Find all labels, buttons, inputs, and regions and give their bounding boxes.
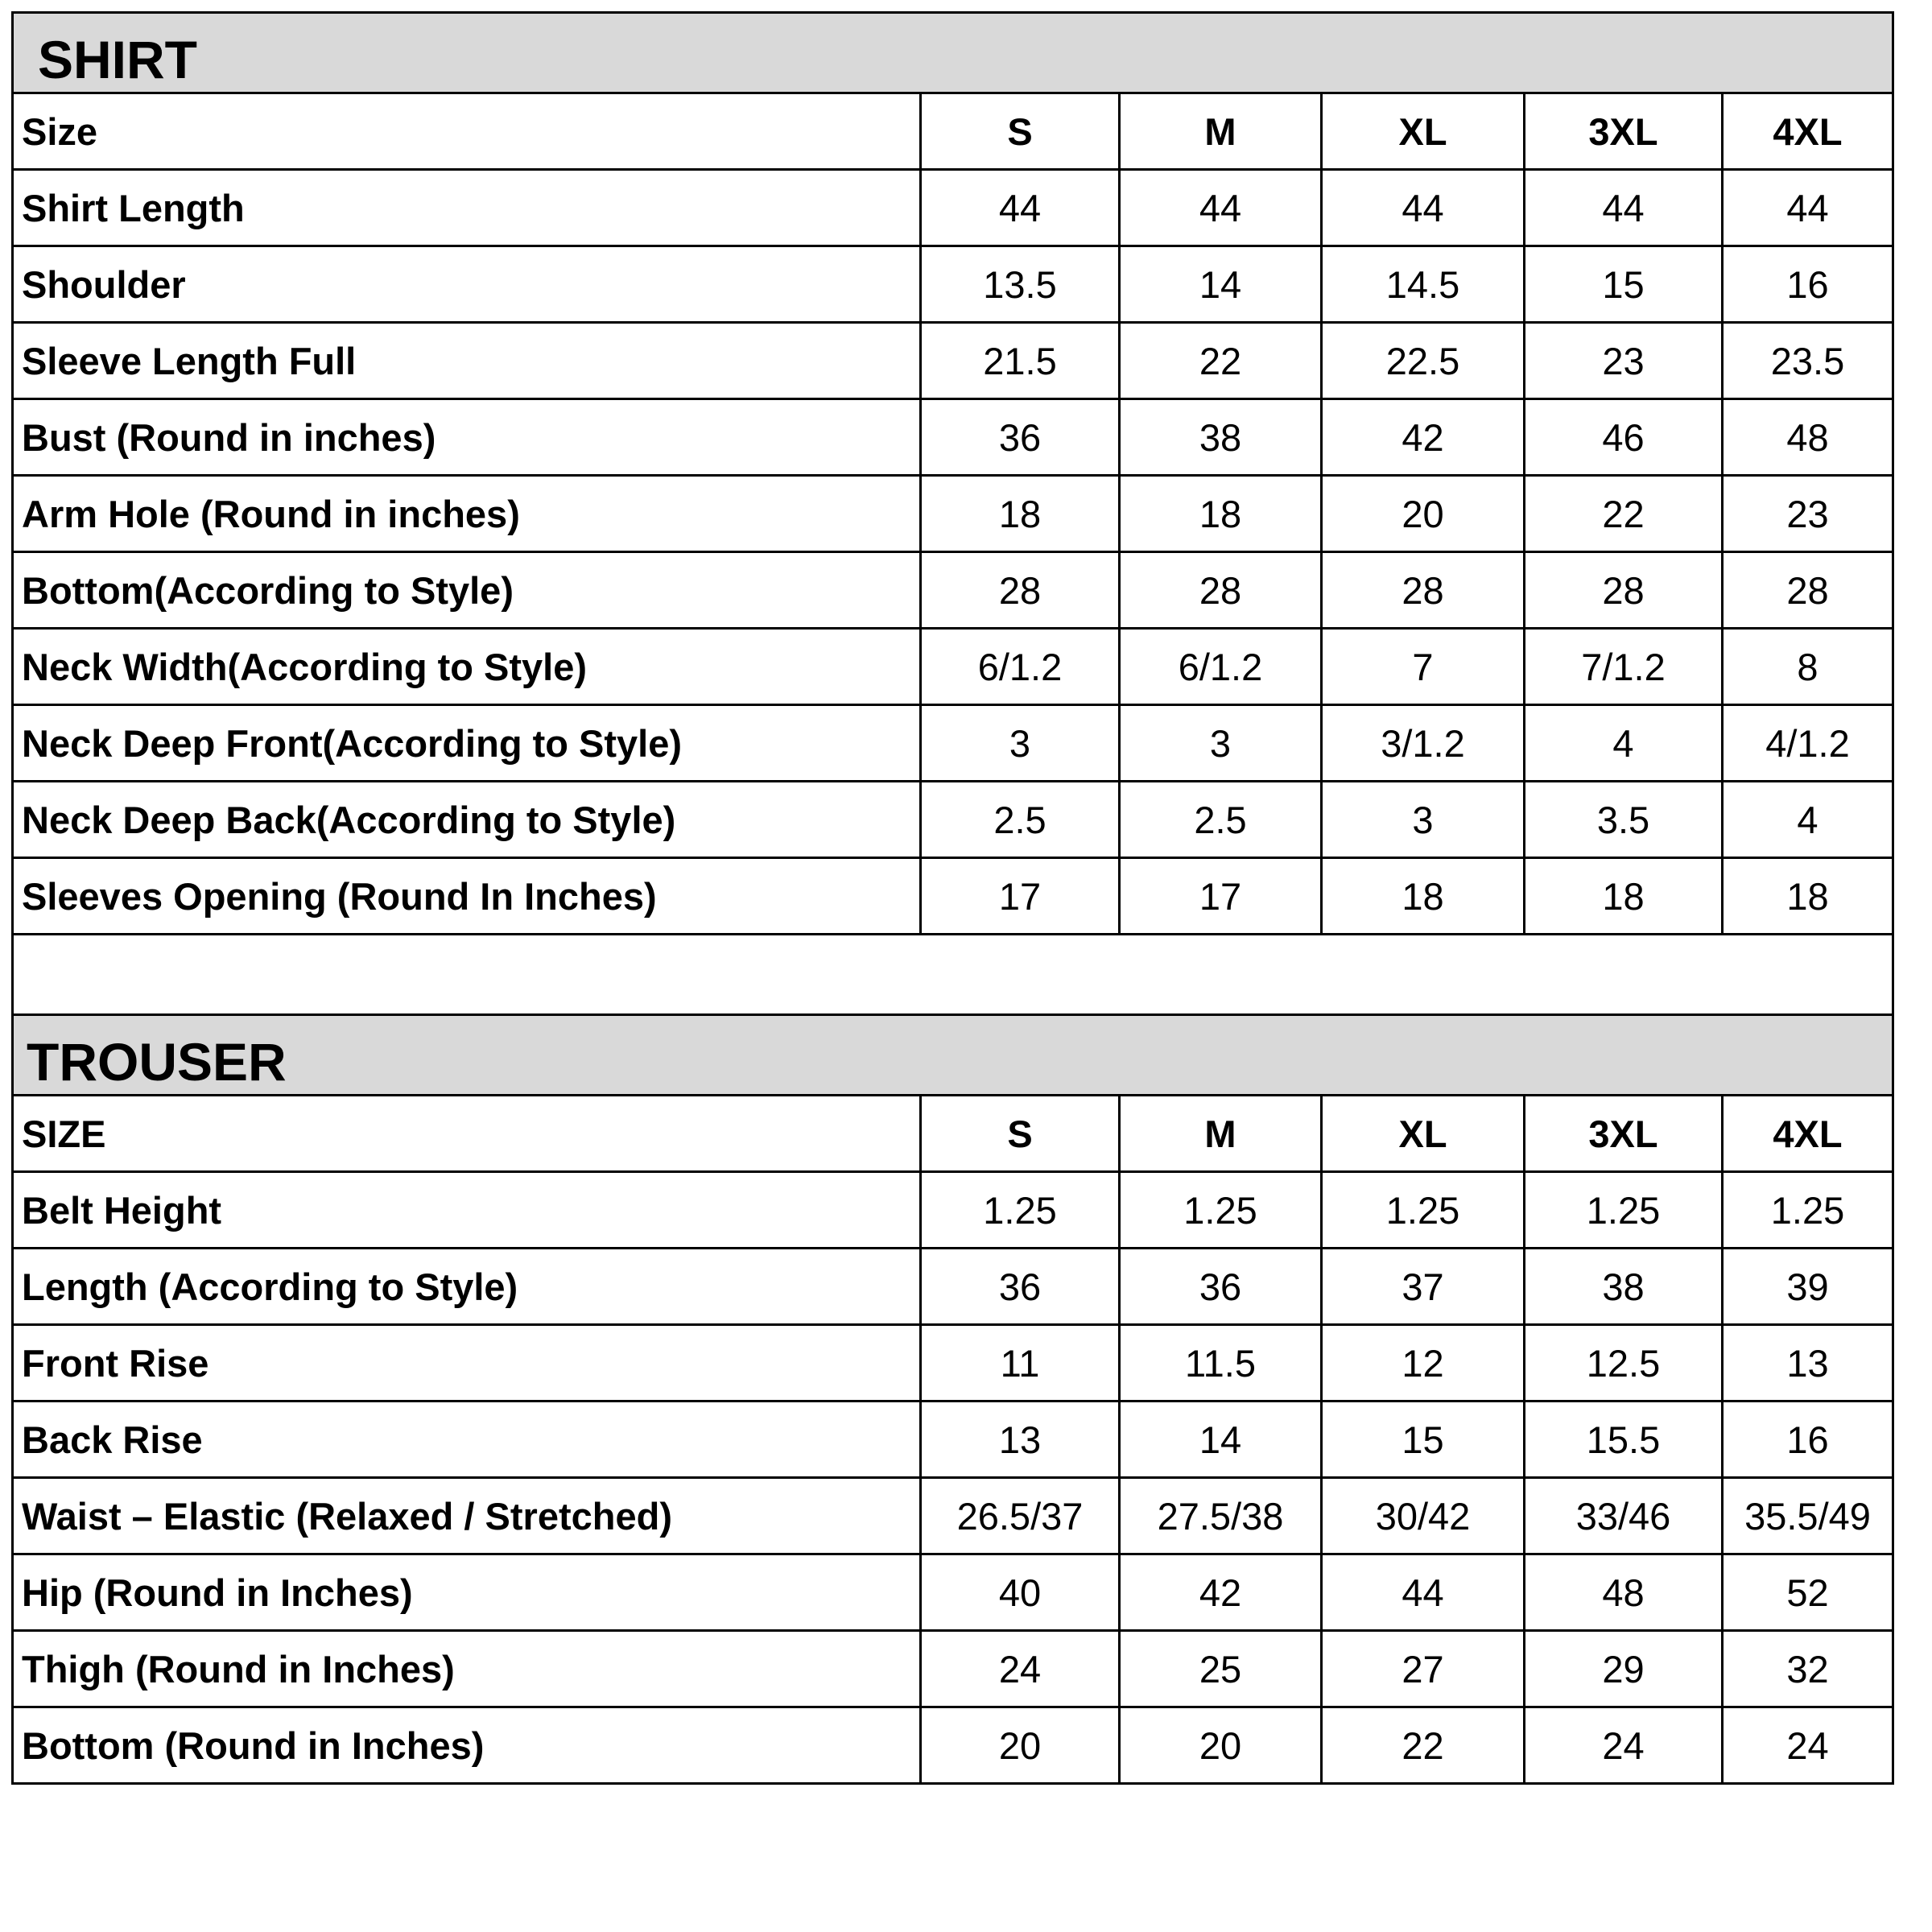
trouser-section-title-row bbox=[13, 1015, 1893, 1096]
table-row bbox=[13, 1478, 1893, 1554]
shirt-measurement-value: 6/1.2 bbox=[1120, 629, 1322, 705]
shirt-measurement-value: 28 bbox=[921, 552, 1120, 629]
trouser-measurement-value: 36 bbox=[921, 1249, 1120, 1325]
shirt-header-row bbox=[13, 93, 1893, 170]
trouser-measurement-value: 32 bbox=[1723, 1631, 1893, 1707]
table-row bbox=[13, 476, 1893, 552]
shirt-measurement-value: 2.5 bbox=[921, 782, 1120, 858]
trouser-measurement-value: 24 bbox=[1525, 1707, 1723, 1784]
shirt-measurement-value: 18 bbox=[1525, 858, 1723, 935]
shirt-measurement-value: 44 bbox=[1723, 170, 1893, 246]
table-row bbox=[13, 552, 1893, 629]
shirt-measurement-value: 22.5 bbox=[1322, 323, 1525, 399]
trouser-measurement-label: Front Rise bbox=[13, 1325, 921, 1402]
table-row bbox=[13, 1402, 1893, 1478]
trouser-size-header: 3XL bbox=[1525, 1096, 1723, 1172]
trouser-measurement-value: 30/42 bbox=[1322, 1478, 1525, 1554]
shirt-measurement-value: 3.5 bbox=[1525, 782, 1723, 858]
section-spacer-row bbox=[13, 935, 1893, 1015]
table-row bbox=[13, 1554, 1893, 1631]
shirt-measurement-value: 7/1.2 bbox=[1525, 629, 1723, 705]
shirt-measurement-value: 15 bbox=[1525, 246, 1723, 323]
shirt-measurement-value: 23 bbox=[1723, 476, 1893, 552]
trouser-measurement-value: 1.25 bbox=[921, 1172, 1120, 1249]
shirt-measurement-label: Neck Width(According to Style) bbox=[13, 629, 921, 705]
shirt-measurement-label: Sleeves Opening (Round In Inches) bbox=[13, 858, 921, 935]
shirt-measurement-value: 28 bbox=[1322, 552, 1525, 629]
shirt-measurement-value: 18 bbox=[1322, 858, 1525, 935]
shirt-measurement-value: 44 bbox=[1525, 170, 1723, 246]
section-spacer bbox=[13, 935, 1893, 1015]
size-chart-table bbox=[11, 11, 1894, 1785]
trouser-measurement-value: 12.5 bbox=[1525, 1325, 1723, 1402]
shirt-size-header: S bbox=[921, 93, 1120, 170]
shirt-measurement-label: Bottom(According to Style) bbox=[13, 552, 921, 629]
trouser-measurement-value: 1.25 bbox=[1120, 1172, 1322, 1249]
shirt-measurement-value: 6/1.2 bbox=[921, 629, 1120, 705]
shirt-measurement-value: 4/1.2 bbox=[1723, 705, 1893, 782]
trouser-measurement-value: 44 bbox=[1322, 1554, 1525, 1631]
trouser-measurement-value: 20 bbox=[1120, 1707, 1322, 1784]
shirt-measurement-value: 28 bbox=[1525, 552, 1723, 629]
shirt-section-title: SHIRT bbox=[13, 13, 1893, 93]
shirt-measurement-value: 2.5 bbox=[1120, 782, 1322, 858]
shirt-measurement-value: 13.5 bbox=[921, 246, 1120, 323]
shirt-measurement-value: 18 bbox=[1723, 858, 1893, 935]
shirt-measurement-label: Neck Deep Front(According to Style) bbox=[13, 705, 921, 782]
size-chart-sheet bbox=[11, 11, 1892, 1785]
trouser-size-header: 4XL bbox=[1723, 1096, 1893, 1172]
table-row bbox=[13, 629, 1893, 705]
trouser-measurement-value: 29 bbox=[1525, 1631, 1723, 1707]
shirt-measurement-value: 4 bbox=[1525, 705, 1723, 782]
shirt-measurement-value: 22 bbox=[1525, 476, 1723, 552]
table-row bbox=[13, 705, 1893, 782]
trouser-measurement-value: 33/46 bbox=[1525, 1478, 1723, 1554]
shirt-measurement-value: 48 bbox=[1723, 399, 1893, 476]
shirt-size-header: 3XL bbox=[1525, 93, 1723, 170]
shirt-size-header: M bbox=[1120, 93, 1322, 170]
shirt-measurement-value: 17 bbox=[921, 858, 1120, 935]
trouser-measurement-value: 38 bbox=[1525, 1249, 1723, 1325]
shirt-measurement-value: 28 bbox=[1723, 552, 1893, 629]
shirt-measurement-value: 44 bbox=[921, 170, 1120, 246]
shirt-measurement-value: 36 bbox=[921, 399, 1120, 476]
trouser-measurement-value: 1.25 bbox=[1525, 1172, 1723, 1249]
shirt-size-header: XL bbox=[1322, 93, 1525, 170]
trouser-measurement-value: 15 bbox=[1322, 1402, 1525, 1478]
trouser-size-header: S bbox=[921, 1096, 1120, 1172]
table-row bbox=[13, 1249, 1893, 1325]
trouser-measurement-value: 24 bbox=[921, 1631, 1120, 1707]
trouser-measurement-label: Back Rise bbox=[13, 1402, 921, 1478]
shirt-measurement-value: 20 bbox=[1322, 476, 1525, 552]
trouser-measurement-value: 27 bbox=[1322, 1631, 1525, 1707]
shirt-measurement-value: 3/1.2 bbox=[1322, 705, 1525, 782]
shirt-measurement-value: 18 bbox=[1120, 476, 1322, 552]
table-row bbox=[13, 782, 1893, 858]
trouser-measurement-value: 16 bbox=[1723, 1402, 1893, 1478]
shirt-measurement-value: 44 bbox=[1322, 170, 1525, 246]
shirt-measurement-value: 18 bbox=[921, 476, 1120, 552]
shirt-measurement-value: 22 bbox=[1120, 323, 1322, 399]
table-row bbox=[13, 1707, 1893, 1784]
shirt-measurement-value: 23 bbox=[1525, 323, 1723, 399]
trouser-measurement-value: 48 bbox=[1525, 1554, 1723, 1631]
table-row bbox=[13, 246, 1893, 323]
table-row bbox=[13, 399, 1893, 476]
shirt-measurement-value: 14 bbox=[1120, 246, 1322, 323]
shirt-measurement-value: 3 bbox=[1120, 705, 1322, 782]
shirt-section-title-row bbox=[13, 13, 1893, 93]
trouser-measurement-value: 25 bbox=[1120, 1631, 1322, 1707]
trouser-measurement-value: 15.5 bbox=[1525, 1402, 1723, 1478]
shirt-measurement-value: 4 bbox=[1723, 782, 1893, 858]
trouser-measurement-label: Waist – Elastic (Relaxed / Stretched) bbox=[13, 1478, 921, 1554]
trouser-measurement-value: 22 bbox=[1322, 1707, 1525, 1784]
trouser-section-title: TROUSER bbox=[13, 1015, 1893, 1096]
table-row bbox=[13, 1631, 1893, 1707]
trouser-measurement-value: 13 bbox=[1723, 1325, 1893, 1402]
shirt-header-label: Size bbox=[13, 93, 921, 170]
trouser-header-label: SIZE bbox=[13, 1096, 921, 1172]
table-row bbox=[13, 1172, 1893, 1249]
shirt-measurement-value: 14.5 bbox=[1322, 246, 1525, 323]
table-row bbox=[13, 323, 1893, 399]
trouser-measurement-value: 11 bbox=[921, 1325, 1120, 1402]
trouser-measurement-value: 1.25 bbox=[1723, 1172, 1893, 1249]
table-row bbox=[13, 1325, 1893, 1402]
shirt-measurement-value: 28 bbox=[1120, 552, 1322, 629]
trouser-measurement-value: 1.25 bbox=[1322, 1172, 1525, 1249]
trouser-measurement-value: 12 bbox=[1322, 1325, 1525, 1402]
trouser-header-row bbox=[13, 1096, 1893, 1172]
shirt-measurement-value: 23.5 bbox=[1723, 323, 1893, 399]
size-chart-body bbox=[13, 13, 1893, 1784]
shirt-measurement-label: Bust (Round in inches) bbox=[13, 399, 921, 476]
trouser-measurement-label: Belt Height bbox=[13, 1172, 921, 1249]
trouser-size-header: M bbox=[1120, 1096, 1322, 1172]
shirt-measurement-value: 17 bbox=[1120, 858, 1322, 935]
trouser-measurement-value: 14 bbox=[1120, 1402, 1322, 1478]
trouser-measurement-value: 27.5/38 bbox=[1120, 1478, 1322, 1554]
trouser-measurement-value: 39 bbox=[1723, 1249, 1893, 1325]
trouser-measurement-value: 24 bbox=[1723, 1707, 1893, 1784]
trouser-measurement-value: 26.5/37 bbox=[921, 1478, 1120, 1554]
trouser-measurement-label: Thigh (Round in Inches) bbox=[13, 1631, 921, 1707]
trouser-measurement-label: Bottom (Round in Inches) bbox=[13, 1707, 921, 1784]
shirt-measurement-value: 8 bbox=[1723, 629, 1893, 705]
shirt-measurement-value: 3 bbox=[1322, 782, 1525, 858]
trouser-measurement-label: Length (According to Style) bbox=[13, 1249, 921, 1325]
table-row bbox=[13, 858, 1893, 935]
shirt-measurement-label: Shirt Length bbox=[13, 170, 921, 246]
shirt-measurement-label: Shoulder bbox=[13, 246, 921, 323]
shirt-measurement-label: Sleeve Length Full bbox=[13, 323, 921, 399]
shirt-size-header: 4XL bbox=[1723, 93, 1893, 170]
shirt-measurement-value: 46 bbox=[1525, 399, 1723, 476]
shirt-measurement-value: 16 bbox=[1723, 246, 1893, 323]
trouser-measurement-value: 40 bbox=[921, 1554, 1120, 1631]
trouser-measurement-label: Hip (Round in Inches) bbox=[13, 1554, 921, 1631]
trouser-measurement-value: 52 bbox=[1723, 1554, 1893, 1631]
table-row bbox=[13, 170, 1893, 246]
trouser-measurement-value: 37 bbox=[1322, 1249, 1525, 1325]
shirt-measurement-value: 3 bbox=[921, 705, 1120, 782]
trouser-measurement-value: 11.5 bbox=[1120, 1325, 1322, 1402]
trouser-measurement-value: 13 bbox=[921, 1402, 1120, 1478]
shirt-measurement-value: 42 bbox=[1322, 399, 1525, 476]
shirt-measurement-label: Neck Deep Back(According to Style) bbox=[13, 782, 921, 858]
trouser-measurement-value: 36 bbox=[1120, 1249, 1322, 1325]
trouser-size-header: XL bbox=[1322, 1096, 1525, 1172]
shirt-measurement-value: 44 bbox=[1120, 170, 1322, 246]
trouser-measurement-value: 20 bbox=[921, 1707, 1120, 1784]
shirt-measurement-value: 38 bbox=[1120, 399, 1322, 476]
shirt-measurement-value: 7 bbox=[1322, 629, 1525, 705]
shirt-measurement-value: 21.5 bbox=[921, 323, 1120, 399]
shirt-measurement-label: Arm Hole (Round in inches) bbox=[13, 476, 921, 552]
trouser-measurement-value: 42 bbox=[1120, 1554, 1322, 1631]
trouser-measurement-value: 35.5/49 bbox=[1723, 1478, 1893, 1554]
